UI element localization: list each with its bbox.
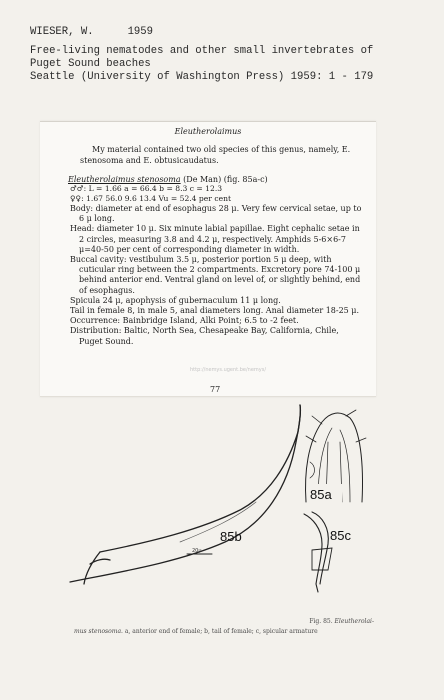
- title-line-1: Free-living nematodes and other small invertebrates of: [30, 45, 374, 57]
- author-line: [30, 26, 430, 39]
- label-85b: 85b: [220, 529, 242, 544]
- label-85c: 85c: [330, 528, 351, 543]
- formula-male: ♂♂: L = 1.66 a = 66.4 b = 8.3 c = 12.3: [70, 184, 223, 193]
- distribution-paragraph: Distribution: Baltic, North Sea, Chesapeake Bay, California, Chile, Puget Sound.: [70, 326, 339, 346]
- species-name: Eleutherolaimus stenosoma: [68, 175, 181, 184]
- page-number: 77: [210, 385, 221, 394]
- scale-label: 20μ: [192, 548, 202, 554]
- tail-paragraph: Tail in female 8, in male 5, anal diameters long. Anal diameter 18-25 μ.: [70, 306, 360, 316]
- species-line: [68, 175, 362, 184]
- tail-anal-region: [84, 552, 110, 584]
- caption-line-1: [74, 617, 374, 627]
- year: 1959: [127, 26, 154, 38]
- tail-outline-inner: [100, 405, 300, 552]
- caption-text: a, anterior end of female; b, tail of female; c, spicular armature: [124, 628, 318, 635]
- spicule-drawing: [304, 512, 332, 592]
- nematode-figure: [60, 402, 390, 602]
- caption-genus: Eleutherolai-: [334, 618, 374, 625]
- genus-heading: Eleutherolaimus: [174, 127, 242, 136]
- tail-outline-outer: [70, 405, 300, 582]
- publisher-line: Seattle (University of Washington Press) 1959: 1 - 179: [30, 71, 374, 83]
- caption-prefix: Fig. 85.: [309, 618, 333, 625]
- spicula-paragraph: Spicula 24 μ, apophysis of gubernaculum 11 μ long.: [70, 295, 281, 305]
- caption-species: mus stenosoma.: [74, 628, 123, 635]
- text-clipping: [40, 121, 376, 397]
- species-authority: (De Man) (fig. 85a-c): [183, 175, 268, 184]
- body-paragraph: Body: diameter at end of esophagus 28 μ. Very few cervical setae, up to 6 μ long.: [70, 204, 362, 224]
- caption-line-2: [74, 627, 374, 637]
- head-paragraph: Head: diameter 10 μ. Six minute labial papillae. Eight cephalic setae in 2 circles, measuring 3.8 and 4.2 μ, respectively. Amphids 5-6×6-7 μ=40-50 per cent of corresponding diameter in width.: [70, 224, 360, 254]
- reference-header: [30, 26, 430, 84]
- title-line-2: Puget Sound beaches: [30, 58, 151, 70]
- buccal-paragraph: Buccal cavity: vestibulum 3.5 μ, posterior portion 5 μ deep, with cuticular ring between the 2 compartments. Excretory pore 74-100 μ behind anterior end. Ventral gland on level of, or slightly behind, end of esophagus.: [70, 255, 361, 295]
- formula-female: ♀♀: 1.67 56.0 9.6 13.4 Vu = 52.4 per cent: [70, 194, 232, 203]
- author: WIESER, W.: [30, 26, 94, 38]
- intro-paragraph: My material contained two old species of this genus, namely, E. stenosoma and E. obtusicaudatus.: [80, 145, 351, 165]
- label-85a: 85a: [310, 487, 332, 502]
- figure-caption: [74, 617, 374, 637]
- watermark-url: http://nemys.ugent.be/nemys/: [190, 367, 267, 373]
- occurrence-paragraph: Occurrence: Bainbridge Island, Alki Point; 6.5 to -2 feet.: [70, 316, 299, 326]
